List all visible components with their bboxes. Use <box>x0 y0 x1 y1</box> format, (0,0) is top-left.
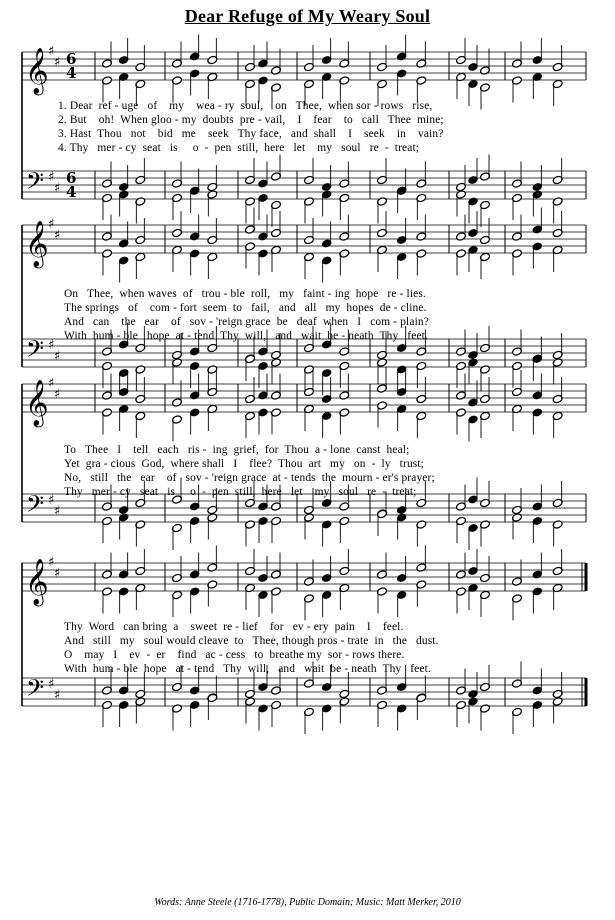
key-signature-sharp: ♯ <box>54 228 61 243</box>
hymn-title: Dear Refuge of My Weary Soul <box>184 6 431 26</box>
lyric-line: Yet gra - cious God, where shall I flee? Thou art my on - ly trust; <box>64 458 424 470</box>
bass-clef: 𝄢 <box>26 335 45 368</box>
time-signature: 4 <box>66 183 77 201</box>
lyric-line: On Thee, when waves of trou - ble roll, my faint - ing hope re - lies. <box>64 288 426 300</box>
key-signature-sharp: ♯ <box>54 688 61 703</box>
key-signature-sharp: ♯ <box>48 338 55 353</box>
bass-clef: 𝄢 <box>26 490 45 523</box>
time-signature: 4 <box>66 64 77 82</box>
key-signature-sharp: ♯ <box>54 566 61 581</box>
lyric-line: The springs of com - fort seem to fail, and all my hopes de - cline. <box>64 302 427 314</box>
lyric-line: 4. Thy mer - cy seat is o - pen still, here let my soul re - treat; <box>58 142 420 154</box>
lyric-line: No, still the ear of sov - 'reign grace at - tends the mourn - er's prayer; <box>64 472 435 484</box>
lyric-line: And still my soul would cleave to Thee, though pros - trate in the dust. <box>64 635 439 647</box>
lyric-line: 3. Hast Thou not bid me seek Thy face, and shall I seek in vain? <box>58 128 444 140</box>
time-signature: 6 <box>66 50 77 68</box>
lyric-line: To Thee I tell each ris - ing grief, for Thou a - lone canst heal; <box>64 444 410 456</box>
credits-line: Words: Anne Steele (1716-1778), Public Domain; Music: Matt Merker, 2010 <box>154 897 461 908</box>
key-signature-sharp: ♯ <box>48 217 55 232</box>
time-signature: 6 <box>66 169 77 187</box>
lyric-line: 1. Dear ref - uge of my wea - ry soul, on Thee, when sor - rows rise, <box>58 100 433 112</box>
key-signature-sharp: ♯ <box>48 677 55 692</box>
final-barline <box>585 563 588 591</box>
key-signature-sharp: ♯ <box>48 493 55 508</box>
lyric-line: And can the ear of sov - 'reign grace be deaf when I com - plain? <box>64 316 429 328</box>
lyric-line: O may I ev - er find ac - cess to breathe my sor - rows there. <box>64 649 405 661</box>
key-signature-sharp: ♯ <box>48 170 55 185</box>
lyric-line: With hum - ble hope at - tend Thy will, and wait be - neath Thy feet. <box>64 663 431 675</box>
bass-clef: 𝄢 <box>26 674 45 707</box>
key-signature-sharp: ♯ <box>54 181 61 196</box>
key-signature-sharp: ♯ <box>54 387 61 402</box>
treble-clef: 𝄞 <box>25 380 49 426</box>
key-signature-sharp: ♯ <box>54 349 61 364</box>
treble-clef: 𝄞 <box>25 559 49 605</box>
lyric-line: Thy Word can bring a sweet re - lief for ev - ery pain I feel. <box>64 621 404 633</box>
key-signature-sharp: ♯ <box>54 55 61 70</box>
treble-clef: 𝄞 <box>25 48 49 94</box>
key-signature-sharp: ♯ <box>48 44 55 59</box>
lyric-line: With hum - ble hope at - tend Thy will, and wait be - neath Thy feet. <box>64 330 428 342</box>
key-signature-sharp: ♯ <box>54 504 61 519</box>
key-signature-sharp: ♯ <box>48 555 55 570</box>
treble-clef: 𝄞 <box>25 221 49 267</box>
bass-clef: 𝄢 <box>26 167 45 200</box>
key-signature-sharp: ♯ <box>48 376 55 391</box>
lyric-line: 2. But oh! When gloo - my doubts pre - vail, I fear to call Thee mine; <box>58 114 444 126</box>
final-barline <box>585 678 588 706</box>
lyric-line: Thy mer - cy seat is o - pen still, here let my soul re - treat; <box>64 486 417 498</box>
